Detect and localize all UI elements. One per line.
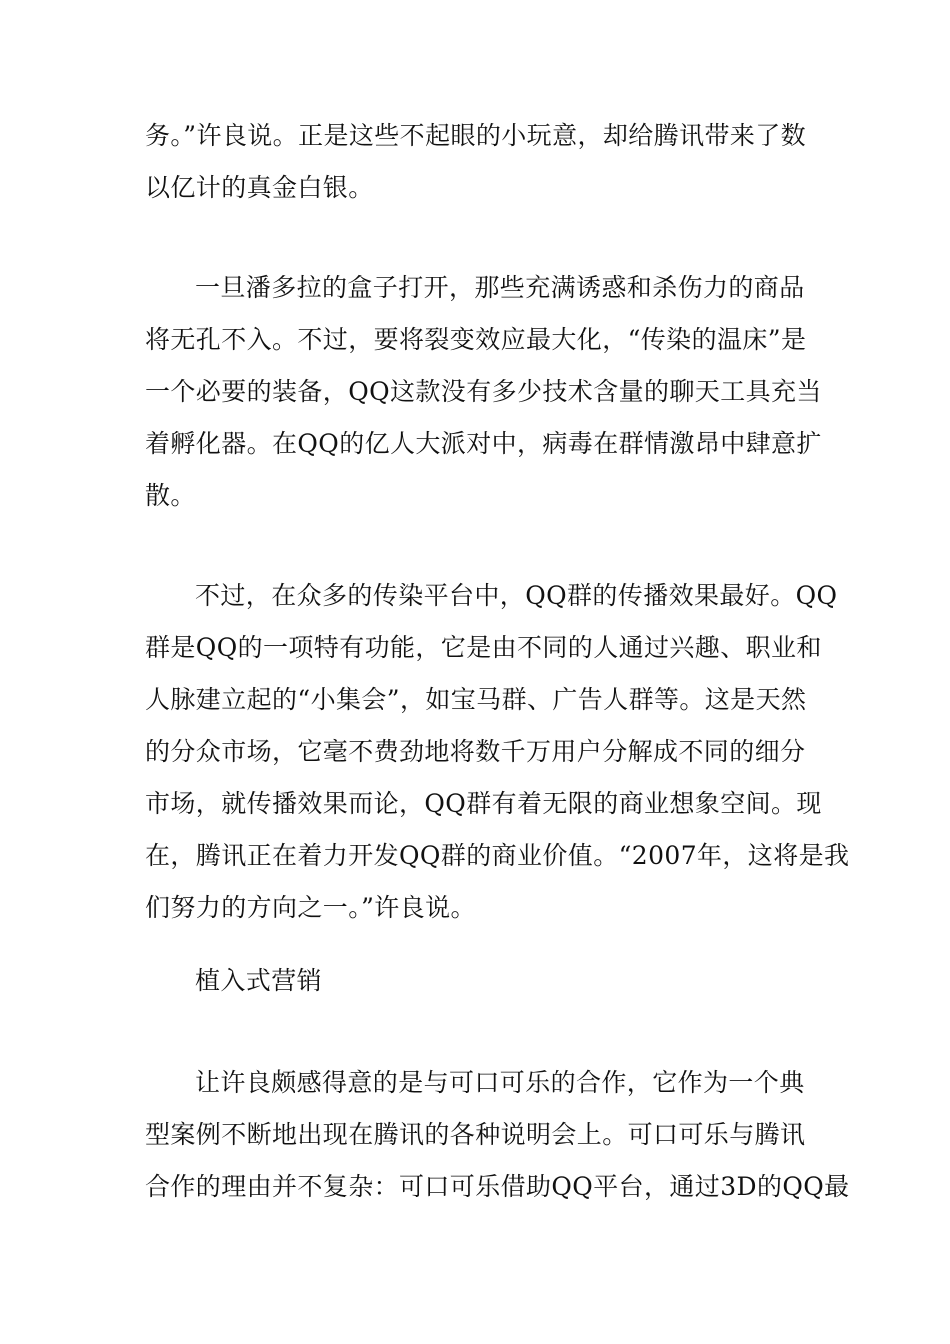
paragraph-line: 散。 xyxy=(145,481,196,510)
paragraph-line: 合作的理由并不复杂：可口可乐借助QQ平台，通过3D的QQ最 xyxy=(145,1172,850,1201)
paragraph-line: 人脉建立起的“小集会”，如宝马群、广告人群等。这是天然 xyxy=(145,685,807,714)
paragraph-1 xyxy=(145,110,810,214)
paragraph-line: 务。”许良说。正是这些不起眼的小玩意，却给腾讯带来了数 xyxy=(145,121,807,150)
paragraph-line: 着孵化器。在QQ的亿人大派对中，病毒在群情激昂中肆意扩 xyxy=(145,429,822,458)
paragraph-line: 让许良颇感得意的是与可口可乐的合作，它作为一个典 xyxy=(195,1068,805,1097)
paragraph-3 xyxy=(145,570,850,934)
paragraph-line: 群是QQ的一项特有功能，它是由不同的人通过兴趣、职业和 xyxy=(145,633,822,662)
paragraph-line: 一旦潘多拉的盒子打开，那些充满诱惑和杀伤力的商品 xyxy=(195,273,805,302)
paragraph-2 xyxy=(145,262,822,522)
section-heading xyxy=(145,955,810,1007)
paragraph-line: 们努力的方向之一。”许良说。 xyxy=(145,893,476,922)
paragraph-line: 市场，就传播效果而论，QQ群有着无限的商业想象空间。现 xyxy=(145,789,822,818)
section-heading-text: 植入式营销 xyxy=(195,966,323,995)
paragraph-line: 以亿计的真金白银。 xyxy=(145,173,374,202)
paragraph-line: 一个必要的装备，QQ这款没有多少技术含量的聊天工具充当 xyxy=(145,377,822,406)
paragraph-line: 不过，在众多的传染平台中，QQ群的传播效果最好。QQ xyxy=(195,581,838,610)
paragraph-line: 型案例不断地出现在腾讯的各种说明会上。可口可乐与腾讯 xyxy=(145,1120,806,1149)
paragraph-line: 在，腾讯正在着力开发QQ群的商业价值。“2007年，这将是我 xyxy=(145,841,850,870)
paragraph-line: 将无孔不入。不过，要将裂变效应最大化，“传染的温床”是 xyxy=(145,325,807,354)
paragraph-line: 的分众市场，它毫不费劲地将数千万用户分解成不同的细分 xyxy=(145,737,806,766)
paragraph-4 xyxy=(145,1057,850,1213)
